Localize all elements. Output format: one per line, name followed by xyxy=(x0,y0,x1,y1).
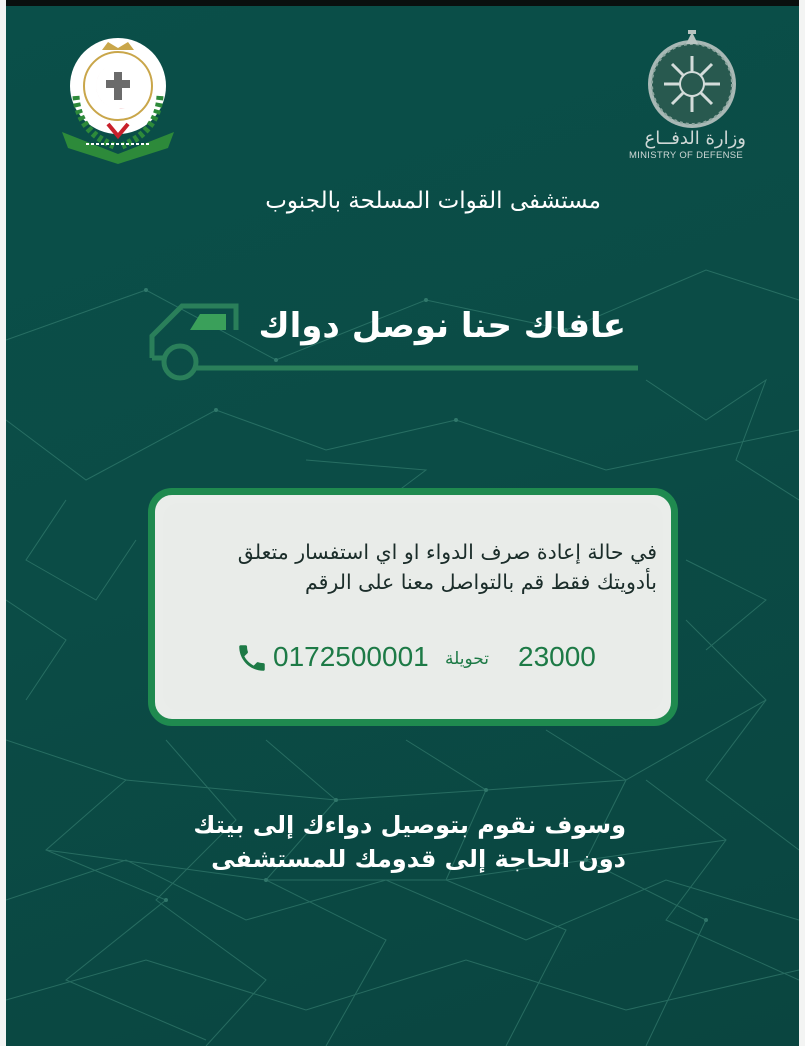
hospital-name: مستشفى القوات المسلحة بالجنوب xyxy=(265,188,601,214)
hospital-emblem-icon xyxy=(56,36,186,166)
footer-message-line2: دون الحاجة إلى قدومك للمستشفى xyxy=(211,845,626,873)
contact-description-line1: في حالة إعادة صرف الدواء او اي استفسار متعلق xyxy=(237,540,657,564)
phone-row[interactable] xyxy=(233,639,613,679)
contact-description-line2: بأدويتك فقط قم بالتواصل معنا على الرقم xyxy=(304,570,657,594)
extension-number: 23000 xyxy=(518,641,596,672)
ministry-name-english: MINISTRY OF DEFENSE xyxy=(628,150,744,161)
contact-card xyxy=(148,488,678,726)
headline: عافاك حنا نوصل دواك xyxy=(258,306,626,346)
ministry-name-arabic: وزارة الدفــاع xyxy=(644,128,746,149)
footer-message-line1: وسوف نقوم بتوصيل دواءك إلى بيتك xyxy=(193,811,626,839)
extension-label: تحويلة xyxy=(445,649,489,669)
contact-description xyxy=(177,537,657,597)
contact-card-inner xyxy=(163,503,663,711)
poster xyxy=(6,0,799,1046)
phone-icon xyxy=(235,641,269,675)
phone-number[interactable]: 0172500001 xyxy=(273,641,429,672)
ministry-emblem-icon xyxy=(618,30,768,170)
footer-message xyxy=(106,808,626,876)
